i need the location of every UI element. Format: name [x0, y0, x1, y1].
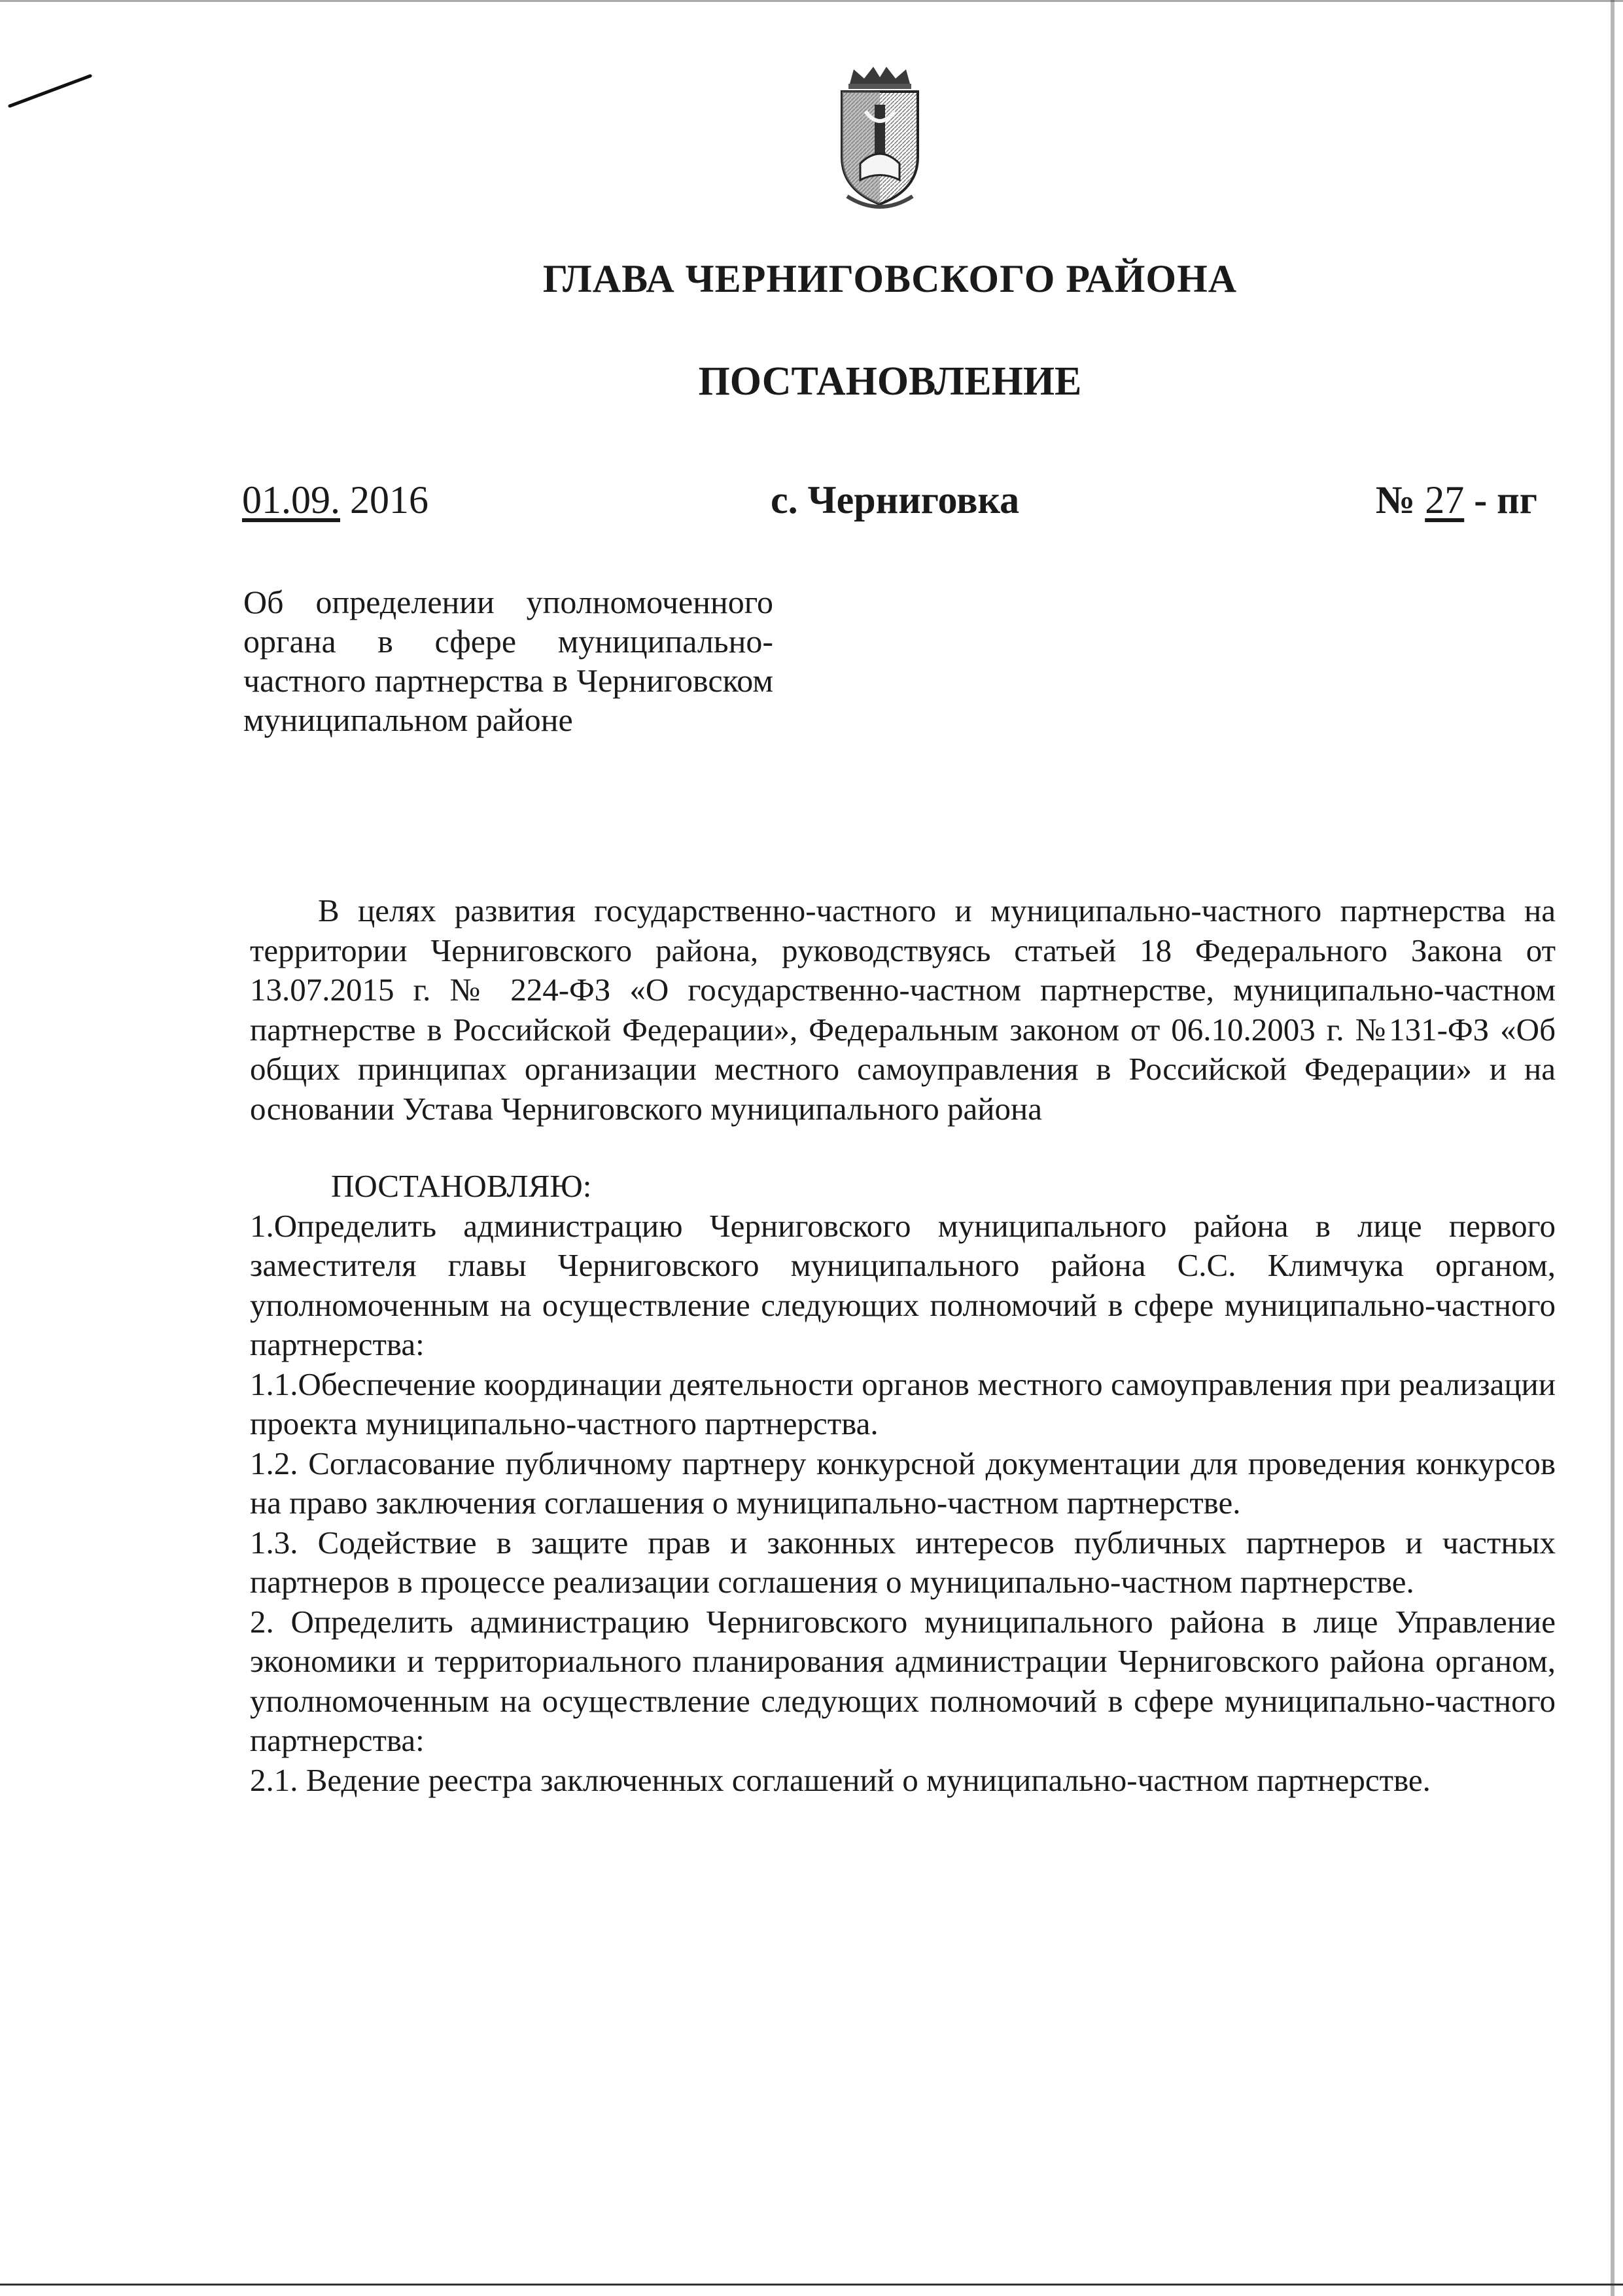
clause-item: 1.1.Обеспечение координации деятельности органов местного самоуправления при реализации проекта муниципально-частного партнерства.	[250, 1366, 1556, 1441]
document-place: с. Черниговка	[771, 478, 1020, 521]
preamble-paragraph: В целях развития государственно-частного и муниципально-частного партнерства на территории Черниговского района, руководствуясь статьей 18 Федерального Закона от 13.07.2015 г. № 224-ФЗ «О государственно-частном партнерстве, муниципально-частном партнерстве в Российской Федерации», Федеральным законом от 06.10.2003 г. №131-ФЗ «Об общих принципах организации местного самоуправления в Российской Федерации» и на основании Устава Черниговского муниципального района	[250, 892, 1556, 1127]
document-subject: Об определении уполномоченного органа в сфере муниципально-частного партнерства в Черниговском муниципальном районе	[243, 584, 773, 738]
pen-mark	[7, 72, 98, 111]
date-day-month: 01.09.	[242, 478, 340, 521]
document-meta	[242, 478, 1544, 537]
decree-word: ПОСТАНОВЛЯЮ:	[331, 1168, 592, 1204]
clause-item: 1.Определить администрацию Черниговского муниципального района в лице первого заместителя главы Черниговского муниципального района С.С. Климчука органом, уполномоченным на осуществление следующих полномочий в сфере муниципально-частного партнерства:	[250, 1207, 1556, 1362]
organization-title: ГЛАВА ЧЕРНИГОВСКОГО РАЙОНА	[542, 257, 1238, 300]
number-value: 27	[1425, 478, 1465, 521]
clause-item: 1.2. Согласование публичному партнеру конкурсной документации для проведения конкурсов на право заключения соглашения о муниципально-частном партнерстве.	[250, 1445, 1556, 1521]
scan-edge-top	[0, 0, 1623, 7]
clause-item: 2.1. Ведение реестра заключенных соглашений о муниципально-частном партнерстве.	[250, 1761, 1431, 1798]
date-year: 2016	[340, 478, 428, 521]
scan-edge-right	[1611, 0, 1614, 2296]
number-prefix: №	[1375, 478, 1425, 521]
document-body	[250, 891, 1556, 1800]
coat-of-arms-icon	[828, 65, 932, 222]
clause-item: 1.3. Содействие в защите прав и законных интересов публичных партнеров и частных партнеров в процессе реализации соглашения о муниципально-частном партнерстве.	[250, 1524, 1556, 1600]
document-number	[1376, 478, 1537, 523]
number-suffix: - пг	[1464, 478, 1537, 521]
document-date	[242, 478, 428, 523]
scan-edge-bottom	[0, 2282, 1623, 2287]
document-type: ПОСТАНОВЛЕНИЕ	[698, 359, 1082, 404]
clause-item: 2. Определить администрацию Черниговского муниципального района в лице Управление экономики и территориального планирования администрации Черниговского района органом, уполномоченным на осуществление следующих полномочий в сфере муниципально-частного партнерства:	[250, 1603, 1556, 1758]
